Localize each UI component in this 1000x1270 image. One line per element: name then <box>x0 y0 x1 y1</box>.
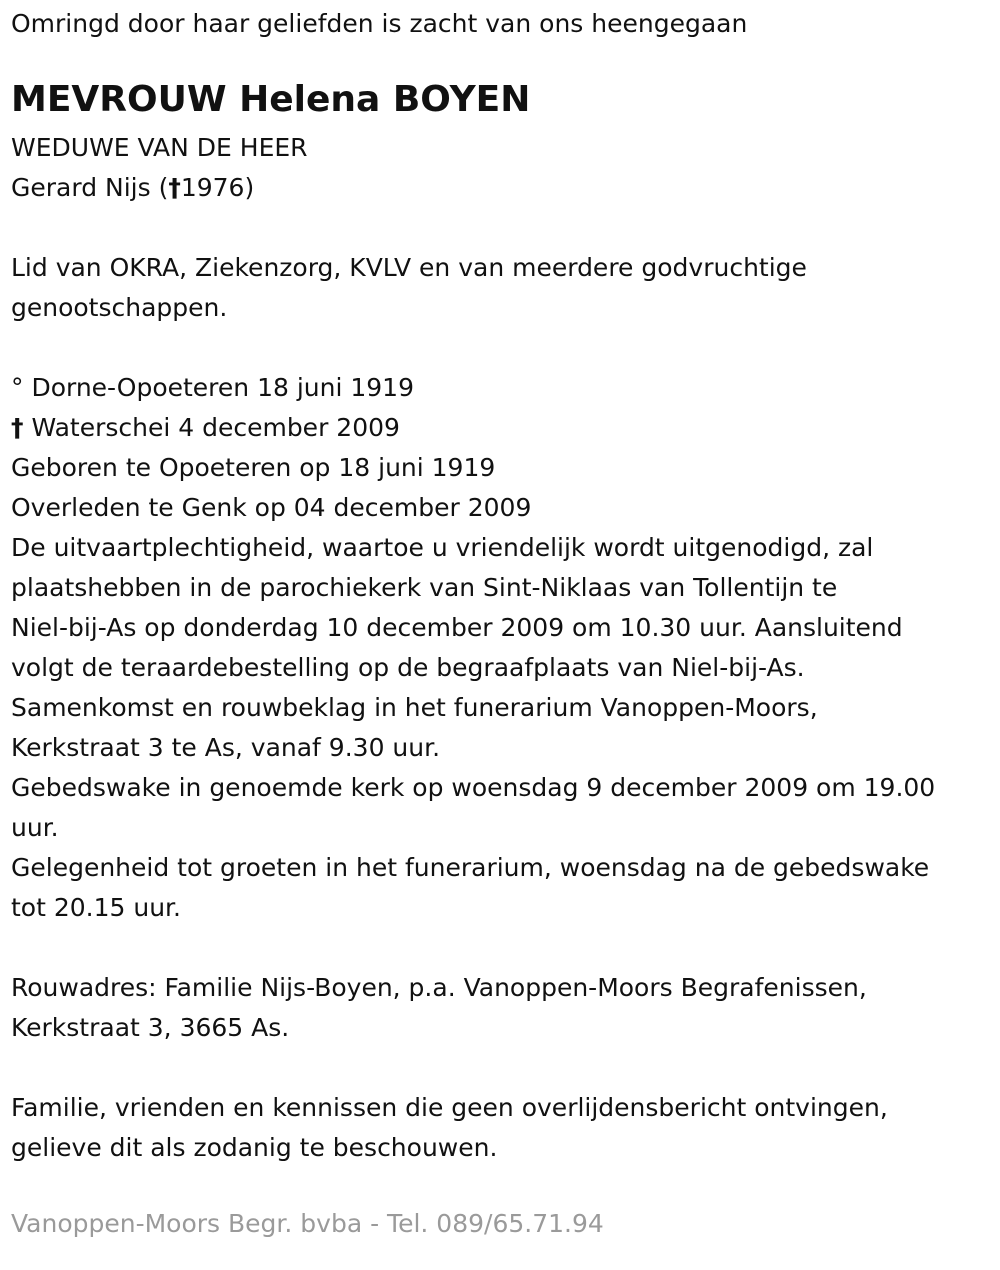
death-line <box>11 408 996 448</box>
ceremony-line-5: Samenkomst en rouwbeklag in het funerarium Vanoppen-Moors, <box>11 693 818 722</box>
ceremony-line-6: Kerkstraat 3 te As, vanaf 9.30 uur. <box>11 733 441 762</box>
deceased-name: MEVROUW Helena BOYEN <box>11 79 531 120</box>
ceremony-line-10: tot 20.15 uur. <box>11 893 181 922</box>
obituary-notice <box>11 4 996 1244</box>
spouse-name: Gerard Nijs ( <box>11 173 169 202</box>
died-line: Overleden te Genk op 04 december 2009 <box>11 493 532 522</box>
spacer <box>11 1048 996 1088</box>
ceremony-line-3: Niel-bij-As op donderdag 10 december 2009 om 10.30 uur. Aansluitend <box>11 613 903 642</box>
membership-line-2: genootschappen. <box>11 293 228 322</box>
closing-line-1: Familie, vrienden en kennissen die geen overlijdensbericht ontvingen, <box>11 1093 888 1122</box>
cross-icon: † <box>11 413 24 442</box>
spacer <box>11 928 996 968</box>
ceremony-line-4: volgt de teraardebestelling op de begraafplaats van Niel-bij-As. <box>11 653 805 682</box>
address-line-1: Rouwadres: Familie Nijs-Boyen, p.a. Vanoppen-Moors Begrafenissen, <box>11 973 867 1002</box>
death-place-date: Waterschei 4 december 2009 <box>23 413 400 442</box>
funeral-home-footer: Vanoppen-Moors Begr. bvba - Tel. 089/65.71.94 <box>11 1209 604 1238</box>
ceremony-line-2: plaatshebben in de parochiekerk van Sint-Niklaas van Tollentijn te <box>11 573 838 602</box>
ceremony-line-9: Gelegenheid tot groeten in het funerarium, woensdag na de gebedswake <box>11 853 930 882</box>
spouse-death-year: 1976) <box>180 173 255 202</box>
address-line-2: Kerkstraat 3, 3665 As. <box>11 1013 290 1042</box>
closing-line-2: gelieve dit als zodanig te beschouwen. <box>11 1133 498 1162</box>
spacer <box>11 328 996 368</box>
intro-text: Omringd door haar geliefden is zacht van ons heengegaan <box>11 9 748 38</box>
membership-line-1: Lid van OKRA, Ziekenzorg, KVLV en van meerdere godvruchtige <box>11 253 807 282</box>
spacer <box>11 44 996 74</box>
cross-icon: † <box>168 173 181 202</box>
birth-line: ° Dorne-Opoeteren 18 juni 1919 <box>11 373 414 402</box>
born-line: Geboren te Opoeteren op 18 juni 1919 <box>11 453 496 482</box>
ceremony-line-7: Gebedswake in genoemde kerk op woensdag 9 december 2009 om 19.00 <box>11 773 936 802</box>
spacer <box>11 208 996 248</box>
ceremony-line-8: uur. <box>11 813 59 842</box>
spouse-line <box>11 168 996 208</box>
widow-of-label: WEDUWE VAN DE HEER <box>11 133 308 162</box>
ceremony-line-1: De uitvaartplechtigheid, waartoe u vriendelijk wordt uitgenodigd, zal <box>11 533 874 562</box>
